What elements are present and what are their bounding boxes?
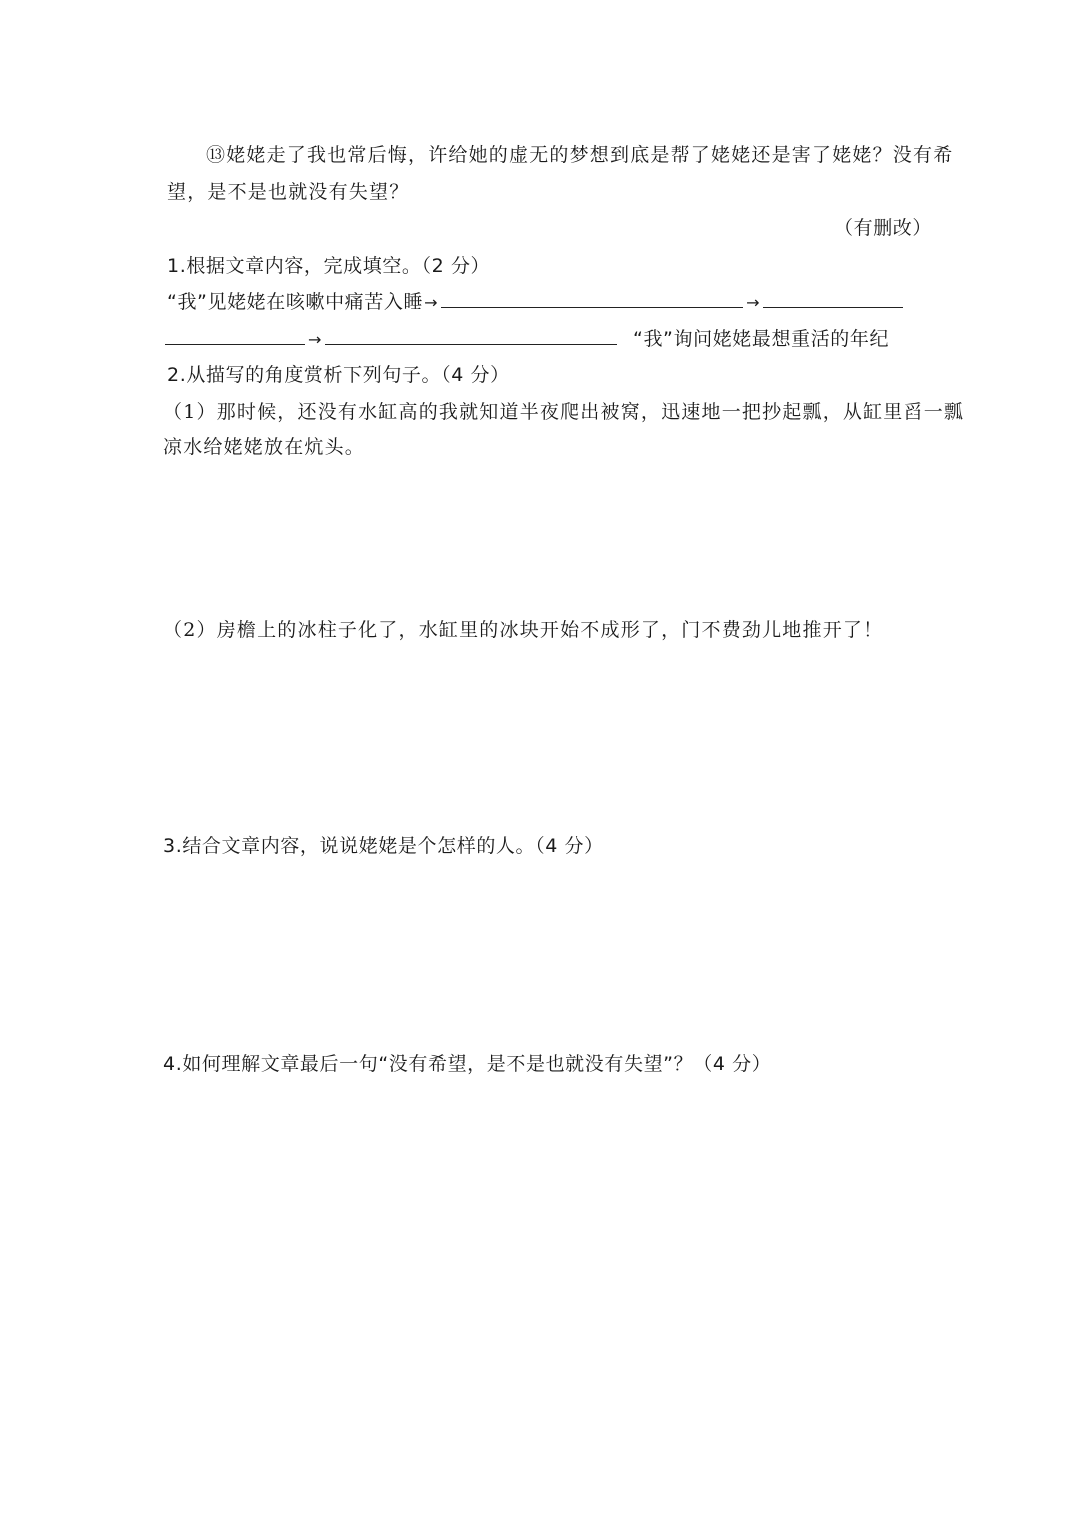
question-1-blank-3[interactable]	[325, 326, 617, 345]
question-2-item-1-line-1: （1）那时候，还没有水缸高的我就知道半夜爬出被窝，迅速地一把抄起瓢，从缸里舀一瓢	[163, 401, 965, 423]
question-4-prompt: 4.如何理解文章最后一句“没有希望，是不是也就没有失望”？（4 分）	[163, 1053, 772, 1075]
source-note: （有删改）	[834, 217, 933, 239]
question-2-item-2: （2）房檐上的冰柱子化了，水缸里的冰块开始不成形了，门不费劲儿地推开了！	[163, 619, 884, 641]
passage-paragraph-13-line-1: ⑬姥姥走了我也常后悔，许给她的虚无的梦想到底是帮了姥姥还是害了姥姥？没有希	[206, 144, 954, 166]
arrow-icon: →	[424, 293, 439, 312]
arrow-icon: →	[308, 330, 323, 349]
question-1-blank-2[interactable]	[763, 289, 903, 308]
question-2-prompt: 2.从描写的角度赏析下列句子。（4 分）	[167, 364, 510, 386]
question-1-blank-2-continued[interactable]	[165, 326, 305, 345]
question-1-flow-end: “我”询问姥姥最想重活的年纪	[633, 328, 890, 350]
question-1-blank-1[interactable]	[441, 289, 743, 308]
question-1-flow-row-2	[163, 326, 889, 352]
passage-paragraph-13-line-2: 望，是不是也就没有失望？	[167, 181, 410, 203]
question-1-flow-start: “我”见姥姥在咳嗽中痛苦入睡	[167, 291, 424, 313]
question-3-prompt: 3.结合文章内容，说说姥姥是个怎样的人。（4 分）	[163, 835, 604, 857]
question-1-flow-row-1	[167, 289, 905, 315]
question-1-prompt: 1.根据文章内容，完成填空。（2 分）	[167, 255, 491, 277]
question-2-item-1-line-2: 凉水给姥姥放在炕头。	[163, 436, 366, 458]
arrow-icon: →	[746, 293, 761, 312]
